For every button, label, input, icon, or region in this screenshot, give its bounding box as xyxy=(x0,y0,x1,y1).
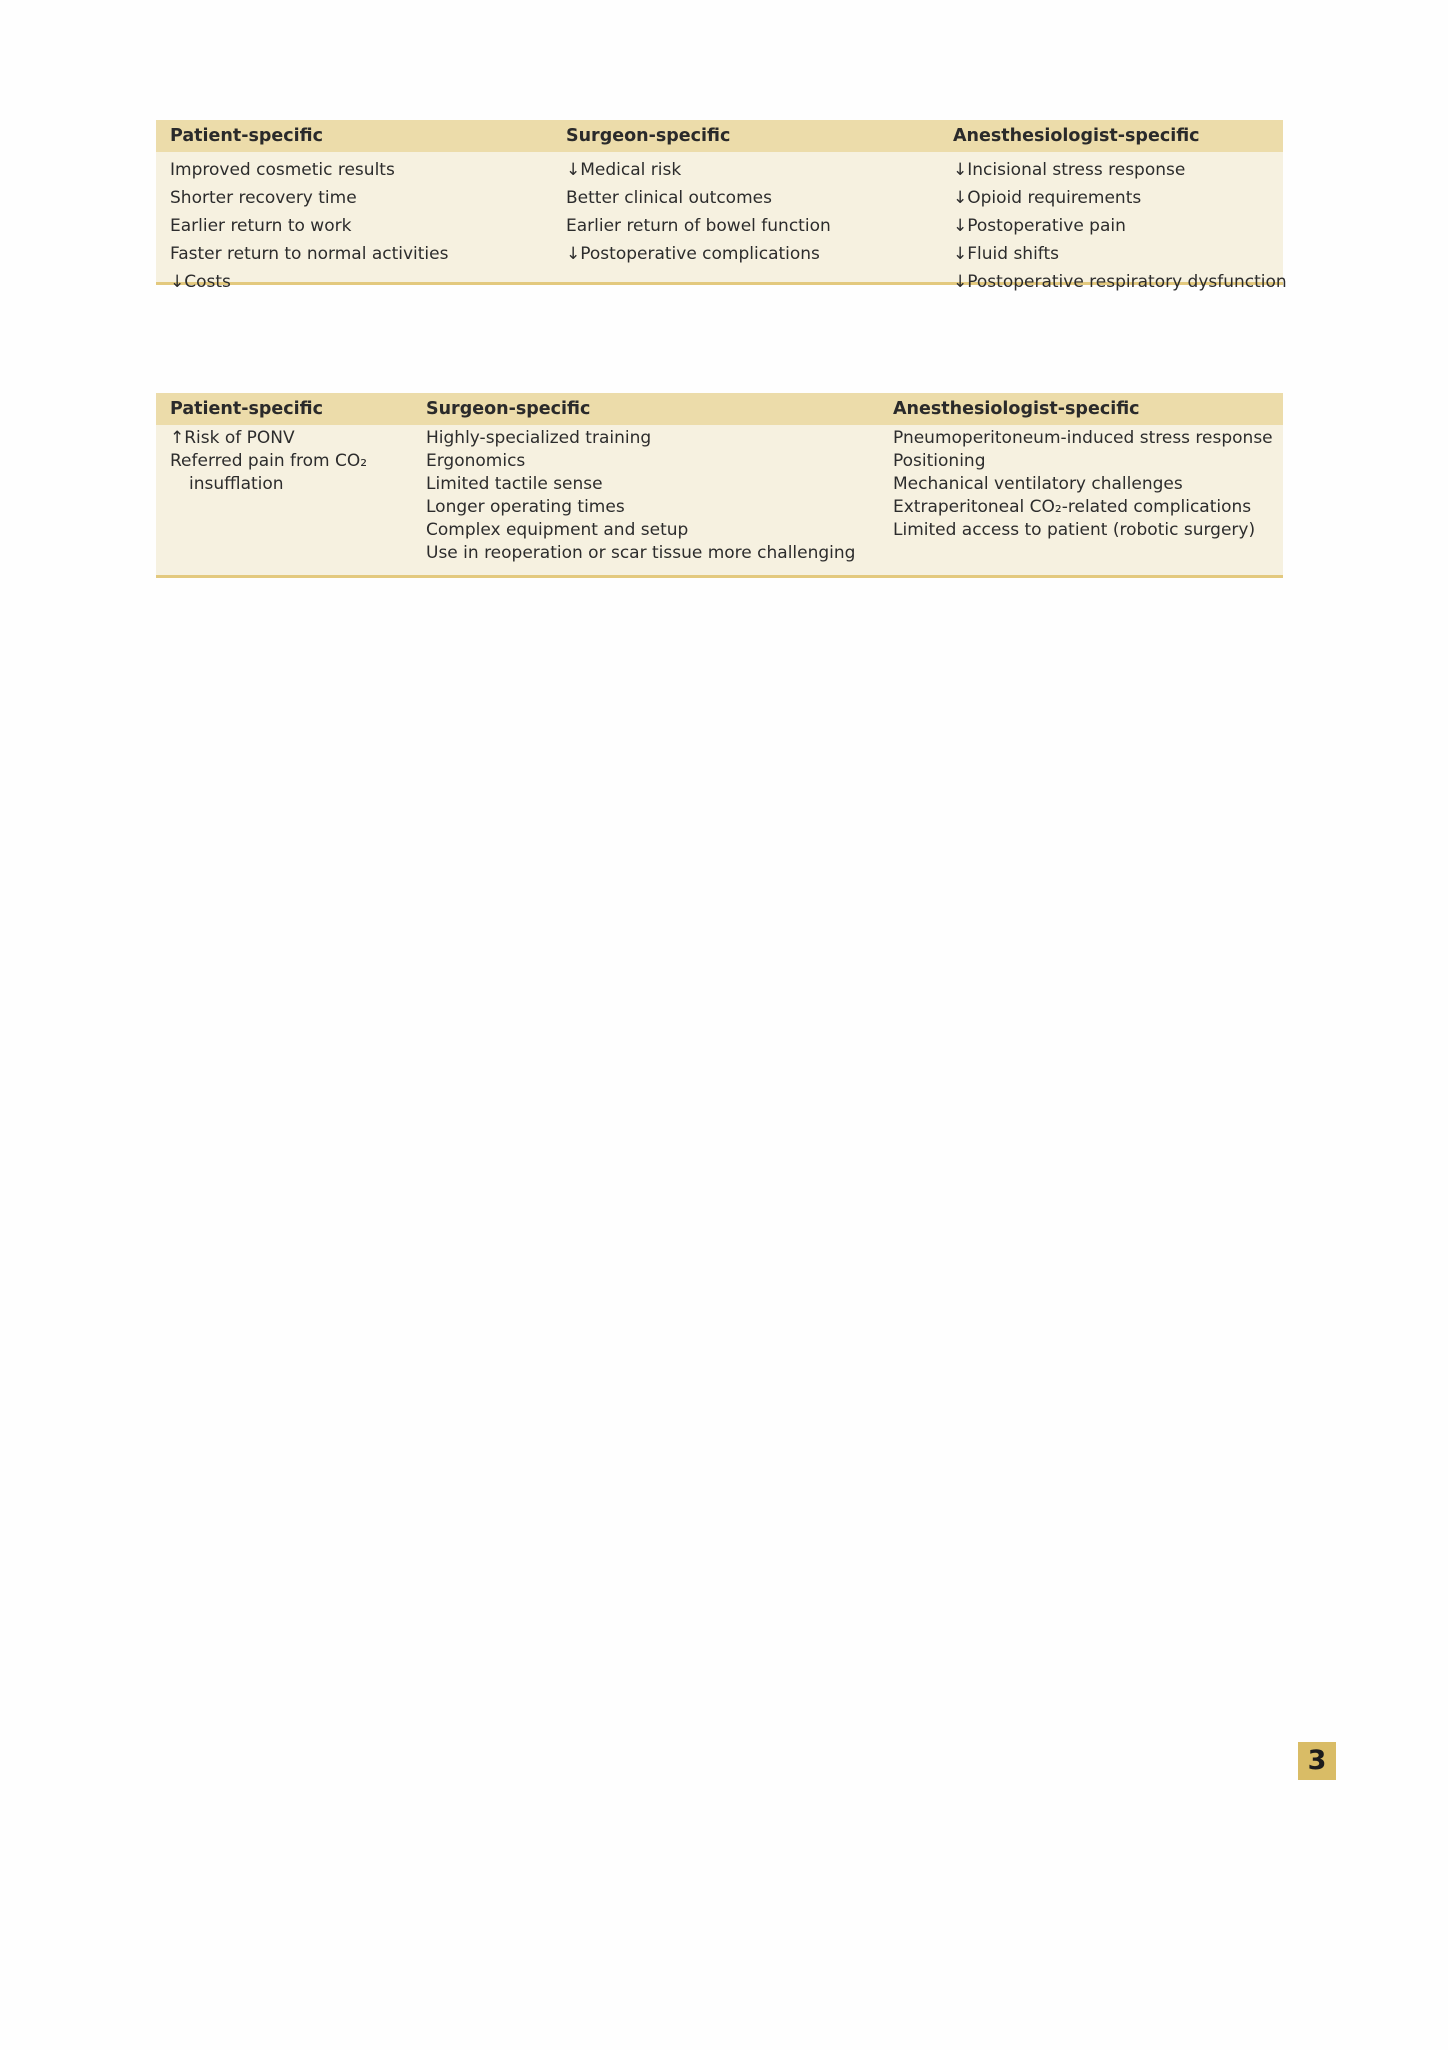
advantages-table xyxy=(156,120,1287,292)
column-anesthesiologist-specific xyxy=(893,425,1273,542)
table-cell: Limited access to patient (robotic surgery) xyxy=(893,520,1256,540)
table-cell: ↑Risk of PONV xyxy=(170,428,295,448)
table-cell: Pneumoperitoneum-induced stress response xyxy=(893,428,1273,448)
table-cell: ↓Medical risk xyxy=(566,160,682,180)
header-anesthesiologist-specific: Anesthesiologist-specific xyxy=(893,399,1140,419)
table-cell: Earlier return to work xyxy=(170,216,352,236)
table-cell: Mechanical ventilatory challenges xyxy=(893,474,1183,494)
column-patient-specific xyxy=(170,425,367,496)
table-cell: Use in reoperation or scar tissue more challenging xyxy=(426,543,856,563)
header-surgeon-specific: Surgeon-specific xyxy=(426,399,591,419)
table-cell: Extraperitoneal CO₂-related complications xyxy=(893,497,1252,517)
table-cell: Highly-specialized training xyxy=(426,428,652,448)
table-cell: Positioning xyxy=(893,451,986,471)
table-header-row xyxy=(156,393,1283,425)
table-body xyxy=(156,425,1283,575)
table-cell: Limited tactile sense xyxy=(426,474,603,494)
table-cell: Improved cosmetic results xyxy=(170,160,395,180)
table-cell: ↓Costs xyxy=(170,272,231,292)
table-header-row xyxy=(156,120,1283,152)
header-patient-specific: Patient-specific xyxy=(170,126,324,146)
table-cell: Earlier return of bowel function xyxy=(566,216,831,236)
table-cell: ↓Postoperative respiratory dysfunction xyxy=(953,272,1287,292)
header-patient-specific: Patient-specific xyxy=(170,399,324,419)
table-cell: Ergonomics xyxy=(426,451,526,471)
column-patient-specific xyxy=(170,152,448,296)
disadvantages-table xyxy=(156,393,1283,578)
table-cell: ↓Postoperative pain xyxy=(953,216,1126,236)
table-cell: ↓Fluid shifts xyxy=(953,244,1060,264)
table-body xyxy=(156,152,1287,292)
header-surgeon-specific: Surgeon-specific xyxy=(566,126,731,146)
table-cell: ↓Postoperative complications xyxy=(566,244,820,264)
table-cell: Longer operating times xyxy=(426,497,625,517)
table-cell: Better clinical outcomes xyxy=(566,188,772,208)
column-surgeon-specific xyxy=(566,152,831,268)
column-surgeon-specific xyxy=(426,425,855,565)
table-cell: Faster return to normal activities xyxy=(170,244,449,264)
table-cell: insufflation xyxy=(189,474,284,494)
table-cell: Shorter recovery time xyxy=(170,188,357,208)
header-anesthesiologist-specific: Anesthesiologist-specific xyxy=(953,126,1200,146)
table-cell: ↓Opioid requirements xyxy=(953,188,1142,208)
table-cell: ↓Incisional stress response xyxy=(953,160,1186,180)
table-cell: Complex equipment and setup xyxy=(426,520,689,540)
page-number-badge: 3 xyxy=(1298,1742,1336,1780)
table-cell: Referred pain from CO₂ xyxy=(170,451,368,471)
column-anesthesiologist-specific xyxy=(953,152,1287,296)
